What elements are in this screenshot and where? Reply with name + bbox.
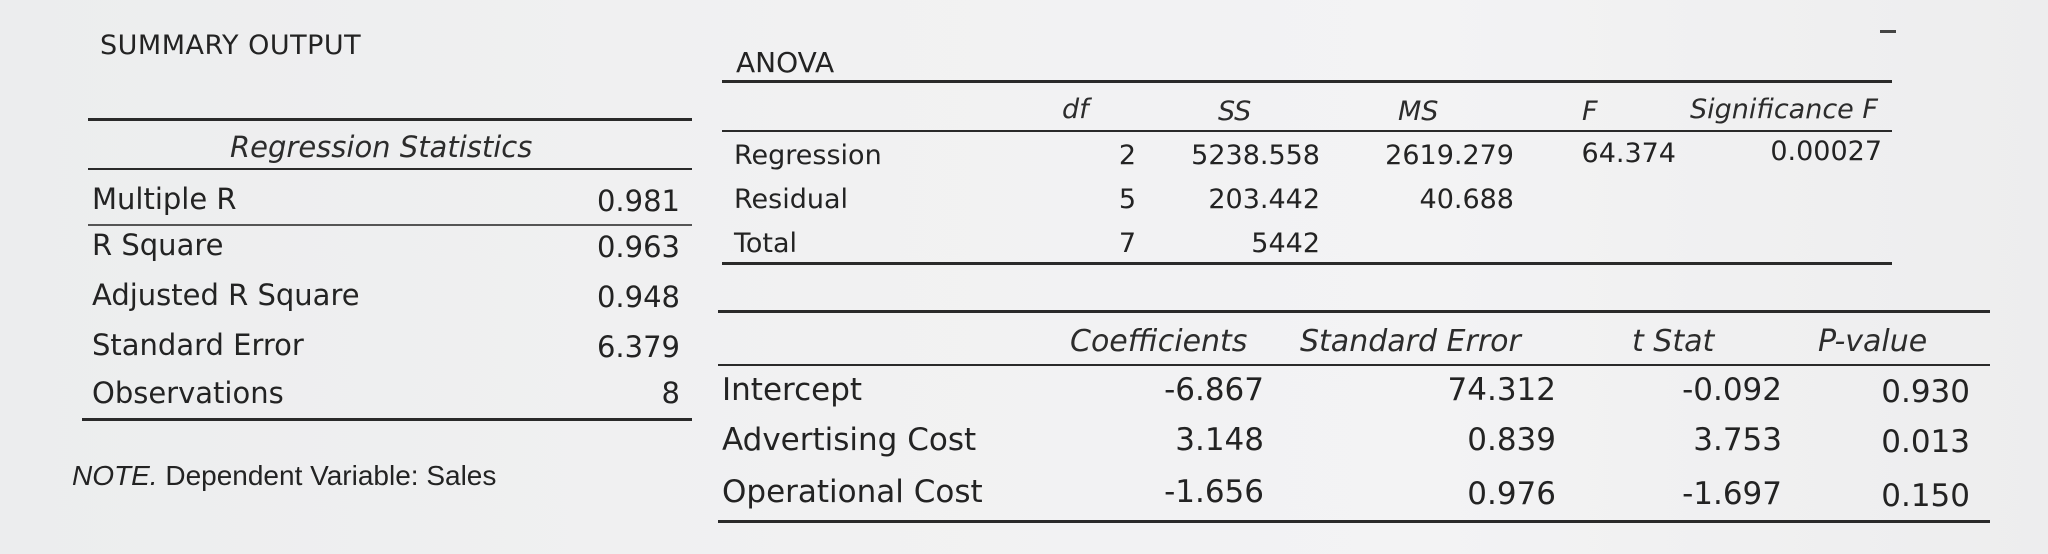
page-mark: [1880, 30, 1896, 33]
stat-value-adjusted-r-square: 0.948: [596, 280, 680, 314]
anova-cell-df: 2: [1118, 140, 1136, 171]
coef-cell-standard-error: 0.839: [1467, 422, 1556, 458]
anova-row-label: Total: [734, 228, 798, 259]
stat-value-r-square: 0.963: [596, 230, 680, 264]
coef-cell-t-stat: 3.753: [1693, 422, 1782, 458]
anova-cell-ms: 40.688: [1419, 184, 1514, 215]
anova-header-df: df: [1062, 94, 1089, 125]
coef-cell-t-stat: -1.697: [1682, 476, 1782, 512]
anova-header-ms: MS: [1398, 96, 1439, 127]
anova-header-f: F: [1582, 96, 1598, 127]
coef-cell-coefficient: -1.656: [1164, 474, 1264, 510]
coef-cell-p-value: 0.150: [1881, 478, 1970, 514]
stat-label-r-square: R Square: [92, 228, 224, 262]
anova-header-significance-f: Significance F: [1690, 94, 1878, 125]
coef-cell-t-stat: -0.092: [1682, 372, 1782, 408]
stat-label-observations: Observations: [92, 376, 284, 410]
anova-cell-df: 5: [1118, 184, 1136, 215]
coef-row-label: Operational Cost: [722, 474, 983, 510]
note: [72, 460, 496, 492]
anova-top-rule: [722, 80, 1892, 83]
anova-cell-ss: 203.442: [1208, 184, 1320, 215]
anova-cell-ss: 5238.558: [1191, 140, 1320, 171]
anova-cell-ms: 2619.279: [1385, 140, 1514, 171]
coef-cell-p-value: 0.013: [1881, 424, 1970, 460]
coef-header-rule: [718, 364, 1990, 366]
anova-cell-f: 64.374: [1581, 138, 1676, 169]
stats-row-rule: [88, 224, 692, 226]
coef-cell-coefficient: 3.148: [1175, 422, 1264, 458]
coef-row-label: Intercept: [722, 372, 863, 408]
coef-cell-p-value: 0.930: [1881, 374, 1970, 410]
stat-label-multiple-r: Multiple R: [92, 182, 237, 216]
stat-label-adjusted-r-square: Adjusted R Square: [92, 278, 360, 312]
stat-value-multiple-r: 0.981: [596, 184, 680, 218]
anova-title: ANOVA: [736, 46, 835, 79]
anova-cell-df: 7: [1118, 228, 1136, 259]
anova-row-label: Regression: [734, 140, 882, 171]
coef-header-p-value: P-value: [1818, 324, 1928, 359]
regression-statistics-header: Regression Statistics: [230, 130, 533, 164]
anova-row-label: Residual: [734, 184, 849, 215]
anova-cell-ss: 5442: [1251, 228, 1320, 259]
note-prefix: NOTE.: [72, 460, 158, 491]
stat-label-standard-error: Standard Error: [92, 328, 304, 362]
stat-value-standard-error: 6.379: [596, 330, 680, 364]
coef-header-standard-error: Standard Error: [1300, 324, 1521, 359]
coef-row-label: Advertising Cost: [722, 422, 977, 458]
coef-cell-standard-error: 74.312: [1447, 372, 1556, 408]
coef-header-coefficients: Coefficients: [1070, 324, 1248, 359]
anova-cell-significance: 0.00027: [1770, 136, 1882, 167]
stats-top-rule: [88, 118, 692, 121]
coef-top-rule: [718, 310, 1990, 313]
summary-title: SUMMARY OUTPUT: [100, 30, 362, 61]
note-text: Dependent Variable: Sales: [157, 460, 497, 491]
coef-cell-coefficient: -6.867: [1164, 372, 1264, 408]
coef-cell-standard-error: 0.976: [1467, 476, 1556, 512]
coef-header-t-stat: t Stat: [1632, 324, 1715, 359]
stats-bottom-rule: [82, 418, 692, 421]
anova-header-ss: SS: [1218, 96, 1252, 127]
anova-header-rule: [722, 130, 1892, 132]
stat-value-observations: 8: [661, 376, 680, 410]
coef-bottom-rule: [718, 520, 1990, 523]
anova-bottom-rule: [722, 262, 1892, 265]
stats-header-rule: [88, 168, 692, 170]
